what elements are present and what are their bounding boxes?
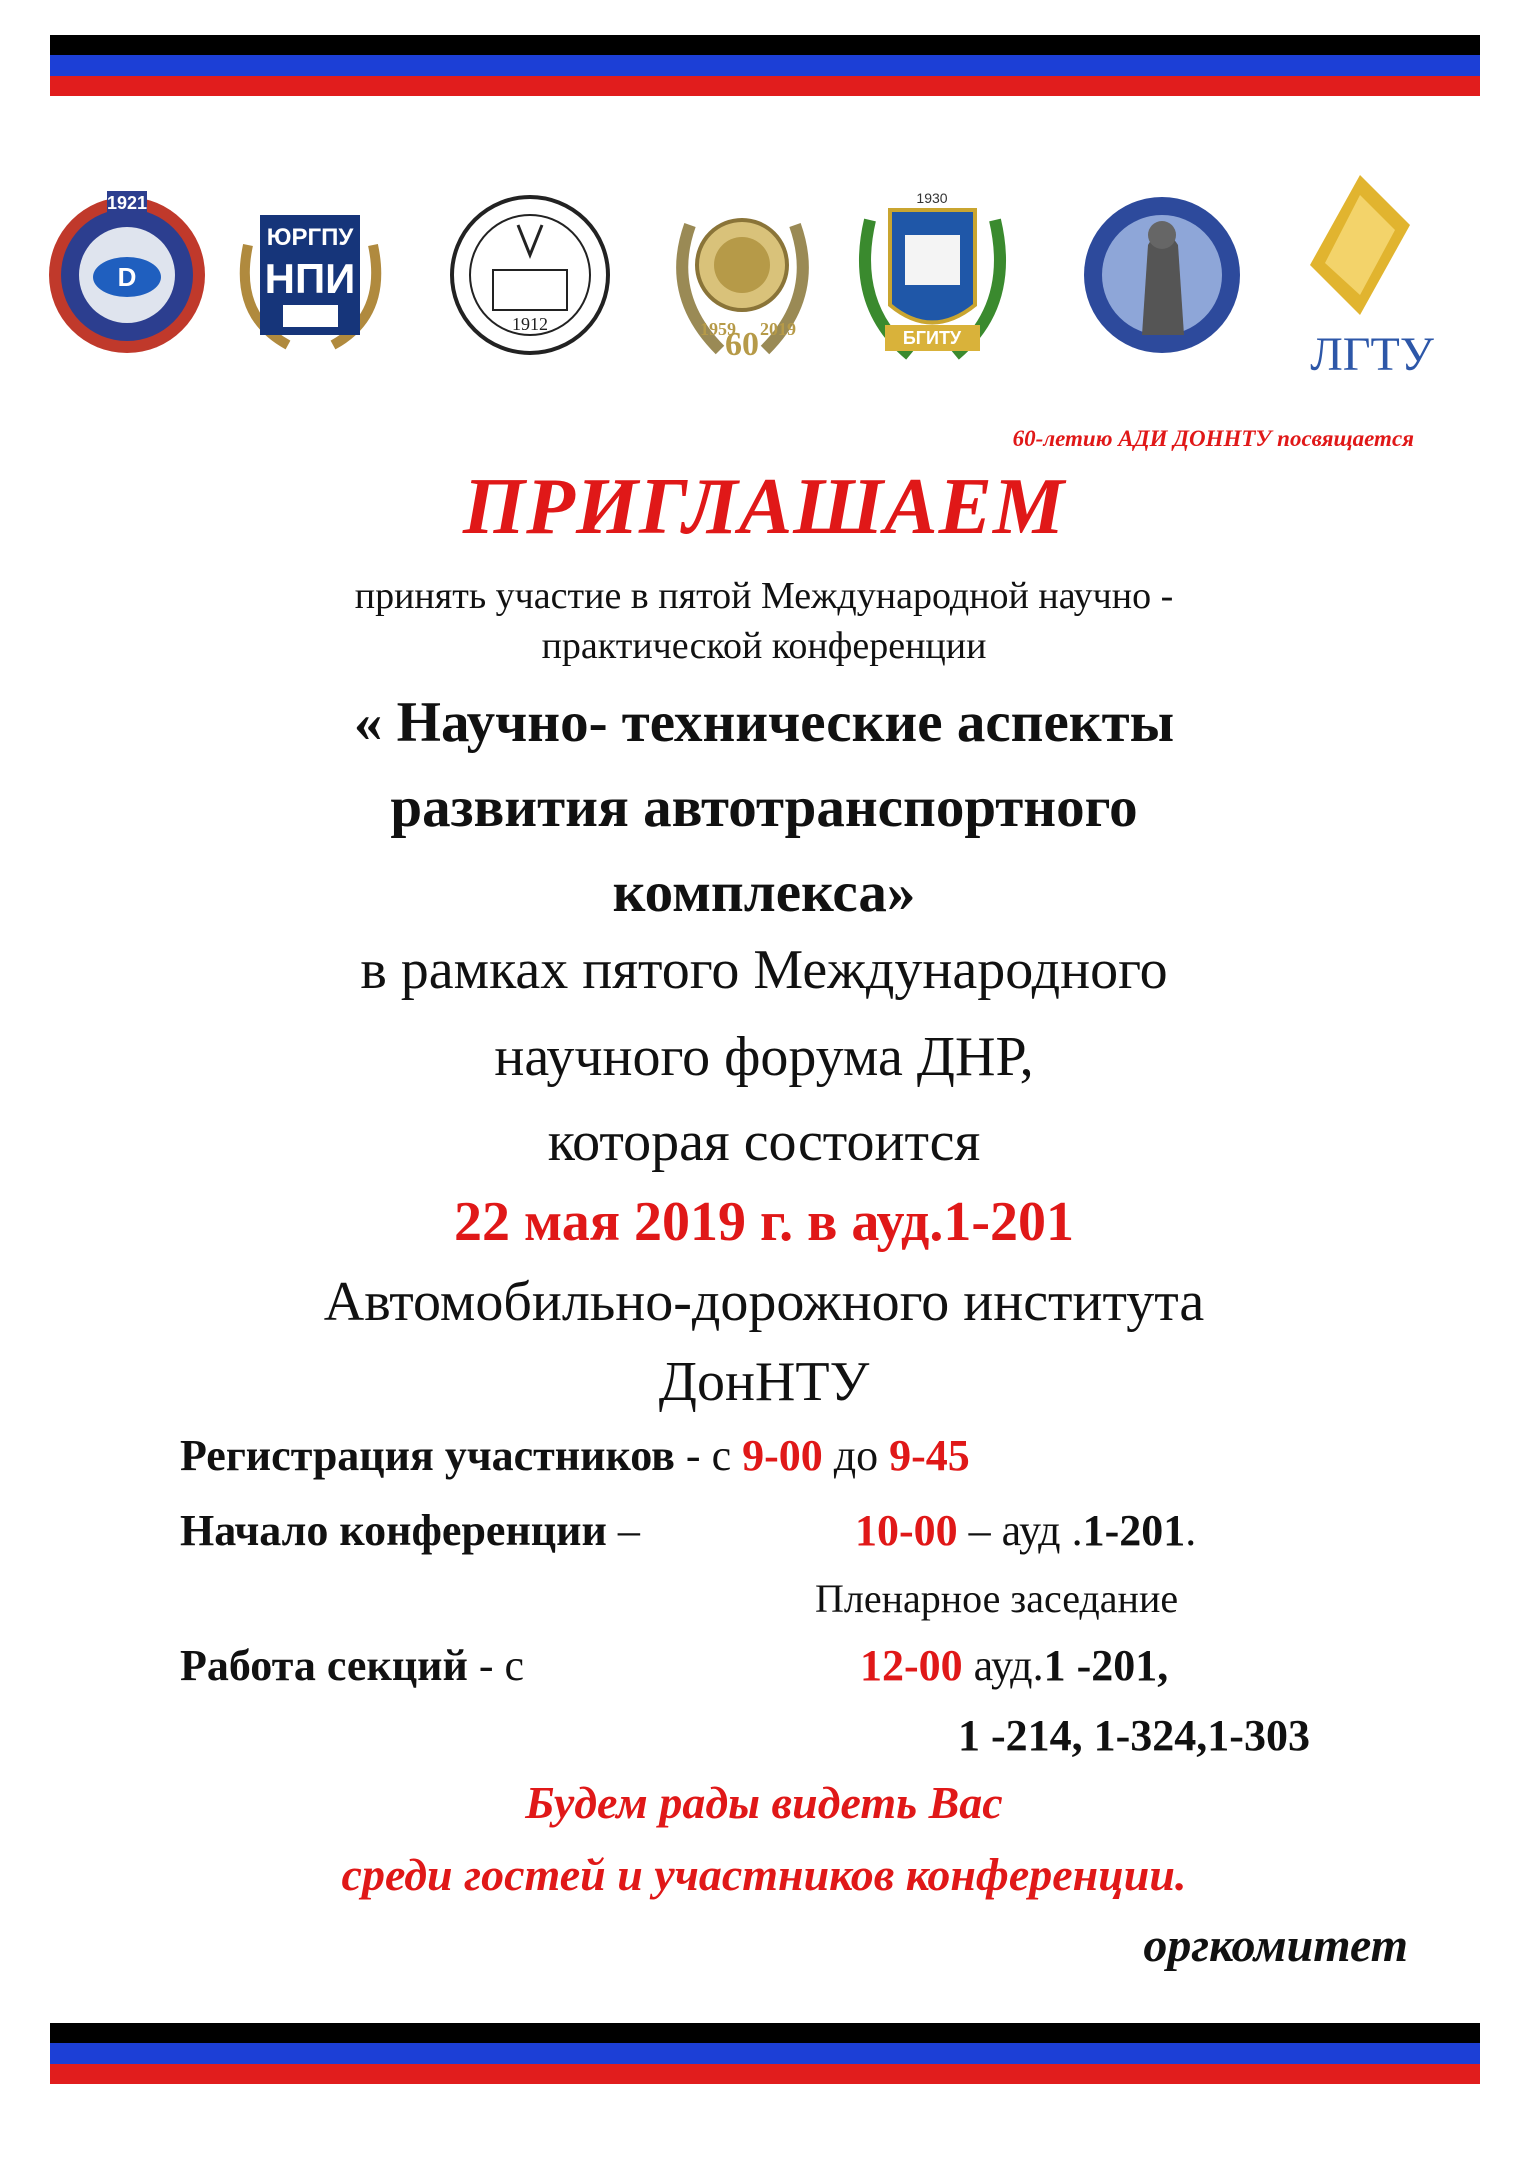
sections-row-time bbox=[860, 1640, 1168, 1691]
sections-label: Работа секций bbox=[180, 1641, 468, 1690]
organizing-committee-signature: оргкомитет bbox=[1143, 1919, 1408, 1972]
svg-text:ЮРГПУ: ЮРГПУ bbox=[266, 224, 354, 251]
start-label: Начало конференции bbox=[180, 1506, 607, 1555]
sections-sep: - с bbox=[467, 1641, 525, 1690]
svg-text:1912: 1912 bbox=[512, 314, 548, 334]
start-row-label bbox=[180, 1505, 640, 1556]
flag-stripe-bottom bbox=[50, 2023, 1480, 2084]
forum-line-2: научного форума ДНР, bbox=[494, 1026, 1034, 1088]
start-time: 10-00 bbox=[855, 1506, 958, 1555]
yurgpu-npi-logo-icon bbox=[228, 165, 393, 375]
closing-line-2: среди гостей и участников конференции. bbox=[341, 1849, 1187, 1900]
sections-time: 12-00 bbox=[860, 1641, 963, 1690]
lgtu-logo-icon bbox=[1290, 165, 1455, 375]
svg-text:D: D bbox=[117, 262, 137, 292]
svg-text:1959: 1959 bbox=[700, 319, 736, 339]
forum-line-1: в рамках пятого Международного bbox=[360, 939, 1168, 1001]
institute-line-1: Автомобильно-дорожного института bbox=[323, 1271, 1205, 1333]
bgitu-emblem-icon bbox=[850, 165, 1015, 375]
start-sep: – bbox=[606, 1506, 640, 1555]
svg-text:БГИТУ: БГИТУ bbox=[902, 328, 962, 348]
intro-line-2: практической конференции bbox=[541, 625, 987, 667]
svg-text:2019: 2019 bbox=[760, 319, 796, 339]
svg-text:1930: 1930 bbox=[916, 190, 948, 206]
intro-line-1: принять участие в пятой Международной научно - bbox=[354, 575, 1174, 617]
voronezh-agrarian-university-seal-icon bbox=[448, 165, 613, 375]
event-date: 22 мая 2019 г. в ауд.1-201 bbox=[453, 1191, 1075, 1253]
registration-from: 9-00 bbox=[742, 1431, 823, 1480]
institute-line-2: ДонНТУ bbox=[658, 1351, 870, 1413]
start-row-time bbox=[855, 1505, 1196, 1556]
sections-row-label bbox=[180, 1640, 524, 1691]
registration-sep: - с bbox=[674, 1431, 743, 1480]
sections-room-prefix: ауд. bbox=[962, 1641, 1044, 1690]
dedication-note: 60-летию АДИ ДОННТУ посвящается bbox=[1012, 426, 1414, 451]
lugansk-national-university-seal-icon bbox=[1080, 165, 1245, 375]
conference-title-line-3: комплекса» bbox=[612, 861, 916, 924]
registration-to: 9-45 bbox=[889, 1431, 970, 1480]
closing-line-1: Будем рады видеть Вас bbox=[525, 1777, 1003, 1828]
conference-title-line-2: развития автотранспортного bbox=[390, 776, 1138, 839]
svg-text:60: 60 bbox=[725, 326, 759, 363]
svg-text:1921: 1921 bbox=[106, 193, 148, 213]
adi-60-years-emblem-icon bbox=[660, 165, 825, 375]
svg-text:НПИ: НПИ bbox=[264, 255, 356, 302]
forum-line-3: которая состоится bbox=[547, 1111, 981, 1173]
flag-stripe-top bbox=[50, 35, 1480, 96]
start-room-number: 1-201 bbox=[1082, 1506, 1186, 1555]
start-tail: . bbox=[1185, 1506, 1197, 1555]
invite-heading: ПРИГЛАШАЕМ bbox=[462, 463, 1066, 551]
start-room: – ауд . bbox=[957, 1506, 1083, 1555]
svg-text:ЛГТУ: ЛГТУ bbox=[1310, 328, 1434, 375]
registration-row bbox=[180, 1430, 970, 1481]
plenary-session: Пленарное заседание bbox=[815, 1576, 1179, 1621]
sections-rooms-2: 1 -214, 1-324,1-303 bbox=[958, 1711, 1310, 1760]
registration-label: Регистрация участников bbox=[180, 1431, 675, 1480]
sections-rooms-1: 1 -201, bbox=[1043, 1641, 1169, 1690]
adi-donntu-emblem-icon bbox=[45, 165, 210, 375]
registration-mid: до bbox=[822, 1431, 890, 1480]
conference-title-line-1: « Научно- технические аспекты bbox=[353, 691, 1175, 754]
